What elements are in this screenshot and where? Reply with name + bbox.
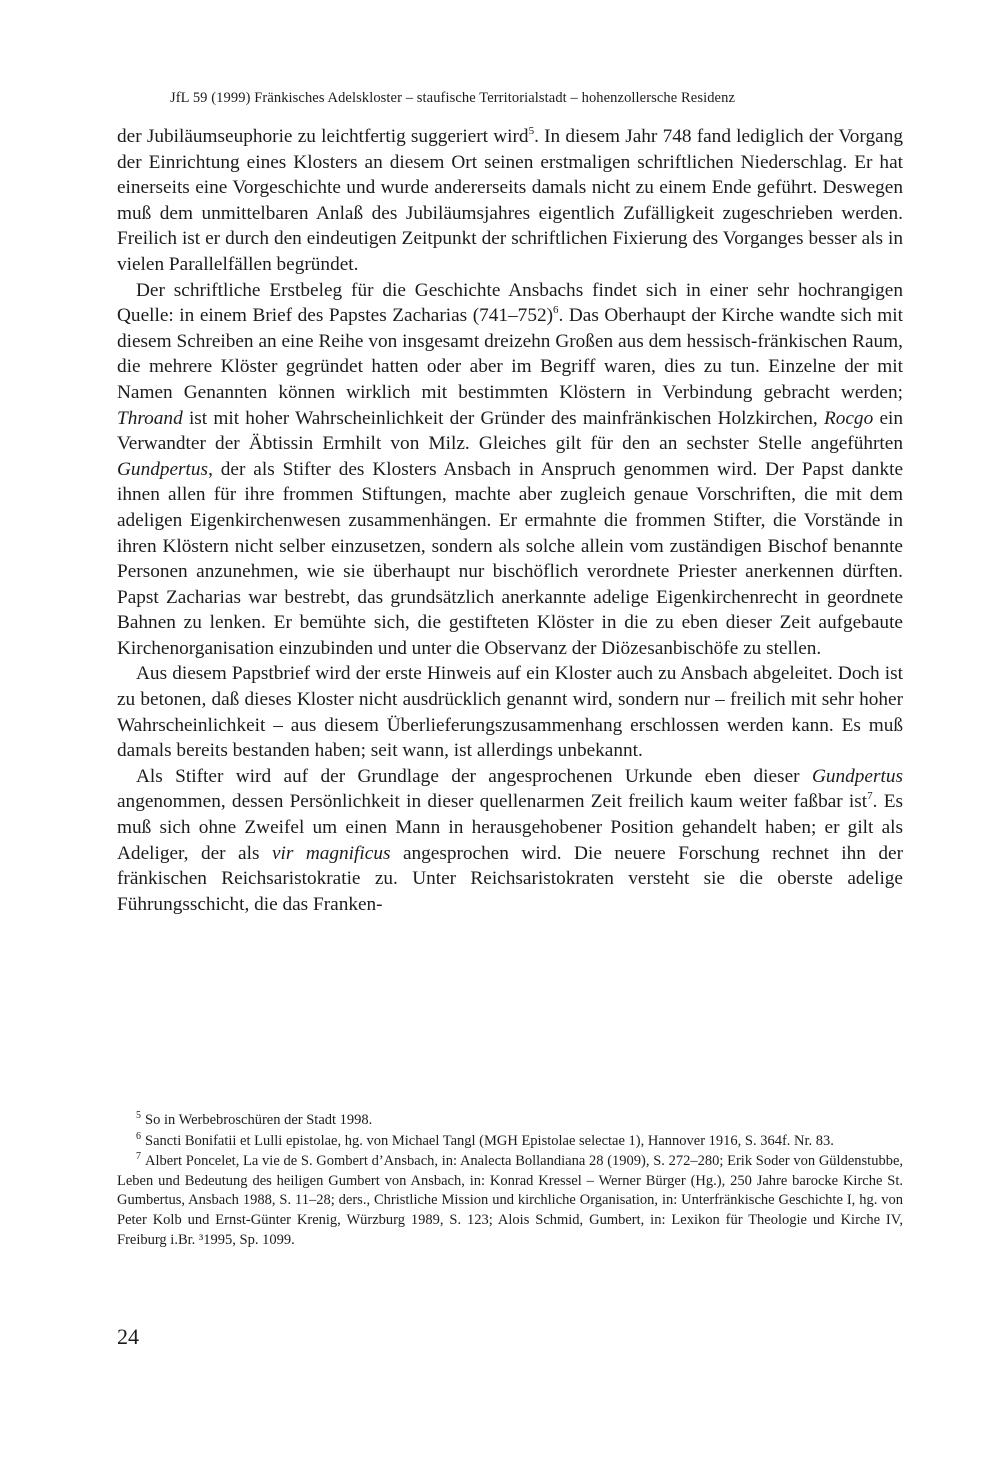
text-run: . Das Oberhaupt der Kirche wandte sich mit diesem Schreiben an eine Reihe von insgesamt dreizehn Großen aus dem hessisch-fränkischen Raum, die mehrere Klöster gegründet hatten oder aber im Begriff waren, dies zu tun. Einzelne der mit Namen Genannten können wirklich mit bestimmten Klöstern in Verbindung gebracht werden; [117,305,903,403]
body-paragraph [117,124,903,278]
italic-name: Throand [117,407,183,429]
text-run: der Jubiläumseuphorie zu leichtfertig suggeriert wird [117,126,529,147]
footnote [117,1111,903,1131]
body-paragraph [117,661,903,763]
footnote [117,1132,903,1152]
page-number: 24 [117,1324,139,1349]
text-run: . Es muß sich ohne Zweifel um einen Mann in herausgehobener Position gehandelt haben; er gilt als Adeliger, der als [117,791,903,864]
footnote-ref: 7 [867,790,873,803]
footnote [117,1152,903,1250]
footnote-text: So in Werbebroschüren der Stadt 1998. [145,1112,373,1128]
text-run: . In diesem Jahr 748 fand lediglich der Vorgang der Einrichtung eines Klosters an diesem Ort seinen erstmaligen schriftlichen Niederschlag. Er hat einerseits eine Vorgeschichte und wurde andererseits damals nicht zu einem Ende geführt. Deswegen muß dem unmittelbaren Anlaß des Jubiläumsjahres eigentlich Zufälligkeit zugeschrieben werden. Freilich ist er durch den eindeutigen Zeitpunkt der schriftlichen Fixierung des Vorganges besser als in vielen Parallelfällen begründet. [117,126,903,275]
italic-name: Gundpertus [811,765,903,787]
footnote-text: Sancti Bonifatii et Lulli epistolae, hg. von Michael Tangl (MGH Epistolae selectae 1), Hannover 1916, S. 364f. Nr. 83. [145,1132,834,1149]
text-run: angenommen, dessen Persönlichkeit in dieser quellenarmen Zeit freilich kaum weiter faßbar ist [117,791,868,813]
running-head: JfL 59 (1999) Fränkisches Adelskloster – staufische Territorialstadt – hohenzollersche Residenz [170,90,735,106]
text-run: Der schriftliche Erstbeleg für die Geschichte Ansbachs findet sich in einer sehr hochrangigen Quelle: in einem Brief des Papstes Zacharias (741–752) [117,279,903,327]
footnote-number: 5 [136,1110,141,1122]
text-run: ein Verwandter der Äbtissin Ermhilt von Milz. Gleiches gilt für den an sechster Stelle angeführten [117,407,903,455]
text-run: angesprochen wird. Die neuere Forschung rechnet ihn der fränkischen Reichsaristokratie zu. Unter Reichsaristokraten versteht sie die oberste adelige Führungsschicht, die das Franken- [117,842,903,915]
text-run: ist mit hoher Wahrscheinlichkeit der Gründer des mainfränkischen Holzkirchen, [182,407,824,429]
text-run: Als Stifter wird auf der Grundlage der angesprochenen Urkunde eben dieser [136,765,812,787]
body-text [117,124,903,917]
footnotes [117,1111,903,1251]
footnote-number: 7 [136,1151,141,1163]
footnote-ref: 5 [528,124,535,137]
footnote-text: Albert Poncelet, La vie de S. Gombert d’Ansbach, in: Analecta Bollandiana 28 (1909), S. 272–280; Erik Soder von Güldenstubbe, Leben und Bedeutung des heiligen Gumbert von Ansbach, in: Konrad Kressel – Werner Bürger (Hg.), 250 Jahre barocke Kirche St. Gumbertus, Ansbach 1988, S. 11–28; ders., Christliche Mission und kirchliche Organisation, in: Unterfränkische Geschichte I, hg. von Peter Kolb und Ernst-Günter Krenig, Würzburg 1989, S. 123; Alois Schmid, Gumbert, in: Lexikon für Theologie und Kirche IV, Freiburg i.Br. ³1995, Sp. 1099. [117,1153,903,1248]
italic-name: vir magnificus [271,842,391,864]
text-run: Aus diesem Papstbrief wird der erste Hinweis auf ein Kloster auch zu Ansbach abgeleitet. Doch ist zu betonen, daß dieses Kloster nicht ausdrücklich genannt wird, sondern nur – freilich mit sehr hoher Wahrscheinlichkeit – aus diesem Überlieferungszusammenhang erschlossen werden kann. Es muß damals bereits bestanden haben; seit wann, ist allerdings unbekannt. [117,663,903,762]
footnote-number: 6 [136,1130,141,1142]
footnote-ref: 6 [553,303,559,316]
italic-name: Rocgo [823,407,874,429]
text-run: , der als Stifter des Klosters Ansbach in Anspruch genommen wird. Der Papst dankte ihnen allen für ihre frommen Stiftungen, machte aber zugleich genaue Vorschriften, die mit dem adeligen Eigenkirchenwesen zusammenhängen. Er ermahnte die frommen Stifter, die Vorstände in ihren Klöstern nicht selber einzusetzen, sondern als solche allein vom zuständigen Bischof benannte Personen anzunehmen, wie sie überhaupt nur bischöflich verordnete Priester anerkennen dürften. Papst Zacharias war bestrebt, das grundsätzlich anerkannte adelige Eigenkirchenrecht in geordnete Bahnen zu lenken. Er bemühte sich, die gestifteten Klöster in die zu eben dieser Zeit aufgebaute Kirchenorganisation einzubinden und unter die Observanz der Diözesanbischöfe zu stellen. [117,458,903,659]
italic-name: Gundpertus [117,458,209,480]
body-paragraph [117,764,903,918]
body-paragraph [117,278,903,662]
